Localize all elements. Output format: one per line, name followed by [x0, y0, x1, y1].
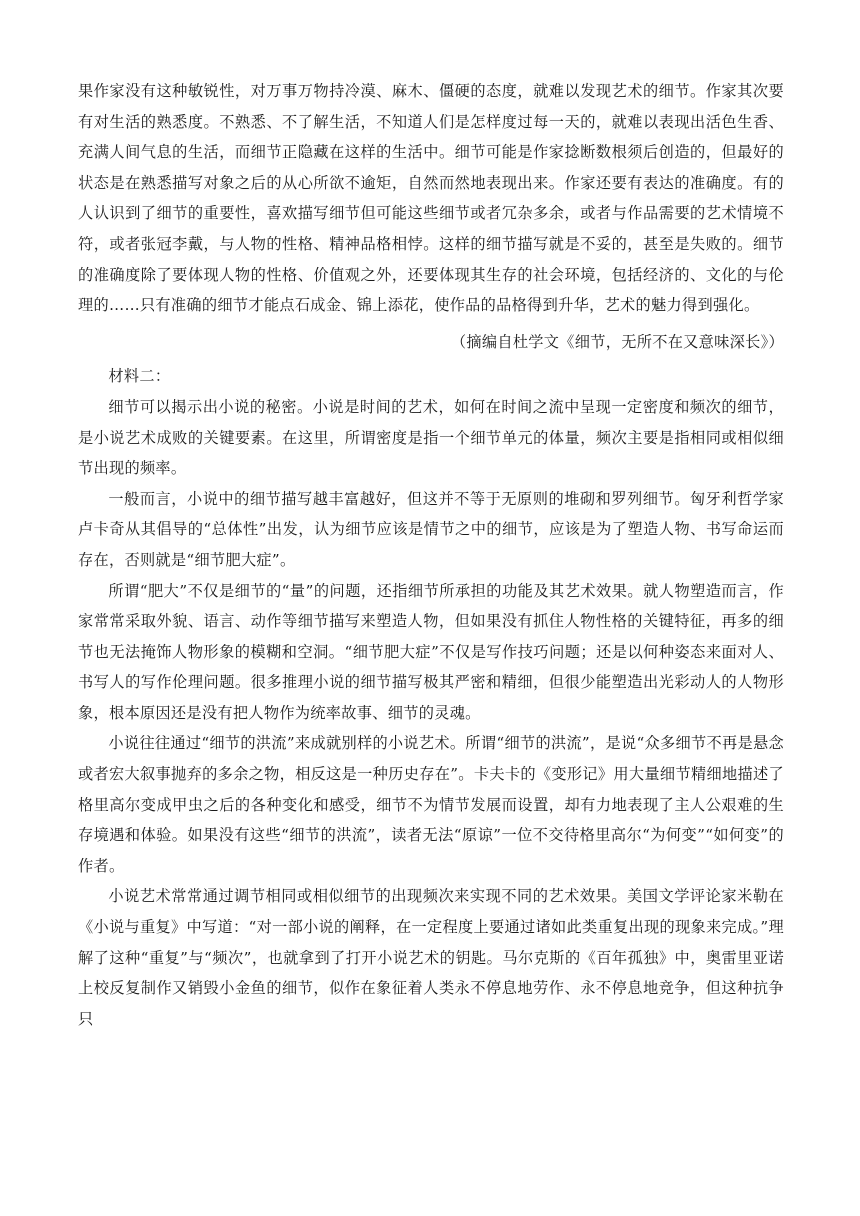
material2-paragraph-2: 一般而言，小说中的细节描写越丰富越好，但这并不等于无原则的堆砌和罗列细节。匈牙利哲学家卢卡奇从其倡导的“总体性”出发，认为细节应该是情节之中的细节，应该是为了塑造人物、书写命运而存在，否则就是“细节肥大症”。	[78, 489, 784, 569]
material2-paragraph-4: 小说往往通过“细节的洪流”来成就别样的小说艺术。所谓“细节的洪流”，是说“众多细节不再是悬念或者宏大叙事抛弃的多余之物，相反这是一种历史存在”。卡夫卡的《变形记》用大量细节精细地描述了格里高尔变成甲虫之后的各种变化和感受，细节不为情节发展而设置，却有力地表现了主人公艰难的生存境遇和体验。如果没有这些“细节的洪流”，读者无法“原谅”一位不交待格里高尔“为何变”“如何变”的作者。	[78, 734, 784, 875]
material2-heading: 材料二：	[108, 367, 171, 386]
citation-material1: （摘编自杜学文《细节，无所不在又意味深长》）	[450, 332, 784, 351]
material2-paragraph-3: 所谓“肥大”不仅是细节的“量”的问题，还指细节所承担的功能及其艺术效果。就人物塑造而言，作家常常采取外貌、语言、动作等细节描写来塑造人物，但如果没有抓住人物性格的关键特征，再多的细节也无法掩饰人物形象的模糊和空洞。“细节肥大症”不仅是写作技巧问题；还是以何种姿态来面对人、书写人的写作伦理问题。很多推理小说的细节描写极其严密和精细，但很少能塑造出光彩动人的人物形象，根本原因还是没有把人物作为统率故事、细节的灵魂。	[78, 581, 784, 722]
material2-paragraph-5: 小说艺术常常通过调节相同或相似细节的出现频次来实现不同的艺术效果。美国文学评论家米勒在《小说与重复》中写道：“对一部小说的阐释，在一定程度上要通过诸如此类重复出现的现象来完成。”理解了这种“重复”与“频次”，也就拿到了打开小说艺术的钥匙。马尔克斯的《百年孤独》中，奥雷里亚诺上校反复制作又销毁小金鱼的细节，似作在象征着人类永不停息地劳作、永不停息地竞争，但这种抗争只	[78, 887, 784, 1028]
material2-paragraph-1: 细节可以揭示出小说的秘密。小说是时间的艺术，如何在时间之流中呈现一定密度和频次的细节，是小说艺术成败的关键要素。在这里，所谓密度是指一个细节单元的体量，频次主要是指相同或相似细节出现的频率。	[78, 397, 784, 478]
material1-continuation-paragraph: 果作家没有这种敏锐性，对万事万物持冷漠、麻木、僵硬的态度，就难以发现艺术的细节。作家其次要有对生活的熟悉度。不熟悉、不了解生活，不知道人们是怎样度过每一天的，就难以表现出活色生香、充满人间气息的生活，而细节正隐藏在这样的生活中。细节可能是作家捻断数根须后创造的，但最好的状态是在熟悉描写对象之后的从心所欲不逾矩，自然而然地表现出来。作家还要有表达的准确度。有的人认识到了细节的重要性，喜欢描写细节但可能这些细节或者冗杂多余，或者与作品需要的艺术情境不符，或者张冠李戴，与人物的性格、精神品格相悖。这样的细节描写就是不妥的，甚至是失败的。细节的准确度除了要体现人物的性格、价值观之外，还要体现其生存的社会环境，包括经济的、文化的与伦理的……只有准确的细节才能点石成金、锦上添花，使作品的品格得到升华，艺术的魅力得到强化。	[78, 82, 784, 315]
document-page	[78, 76, 784, 1034]
